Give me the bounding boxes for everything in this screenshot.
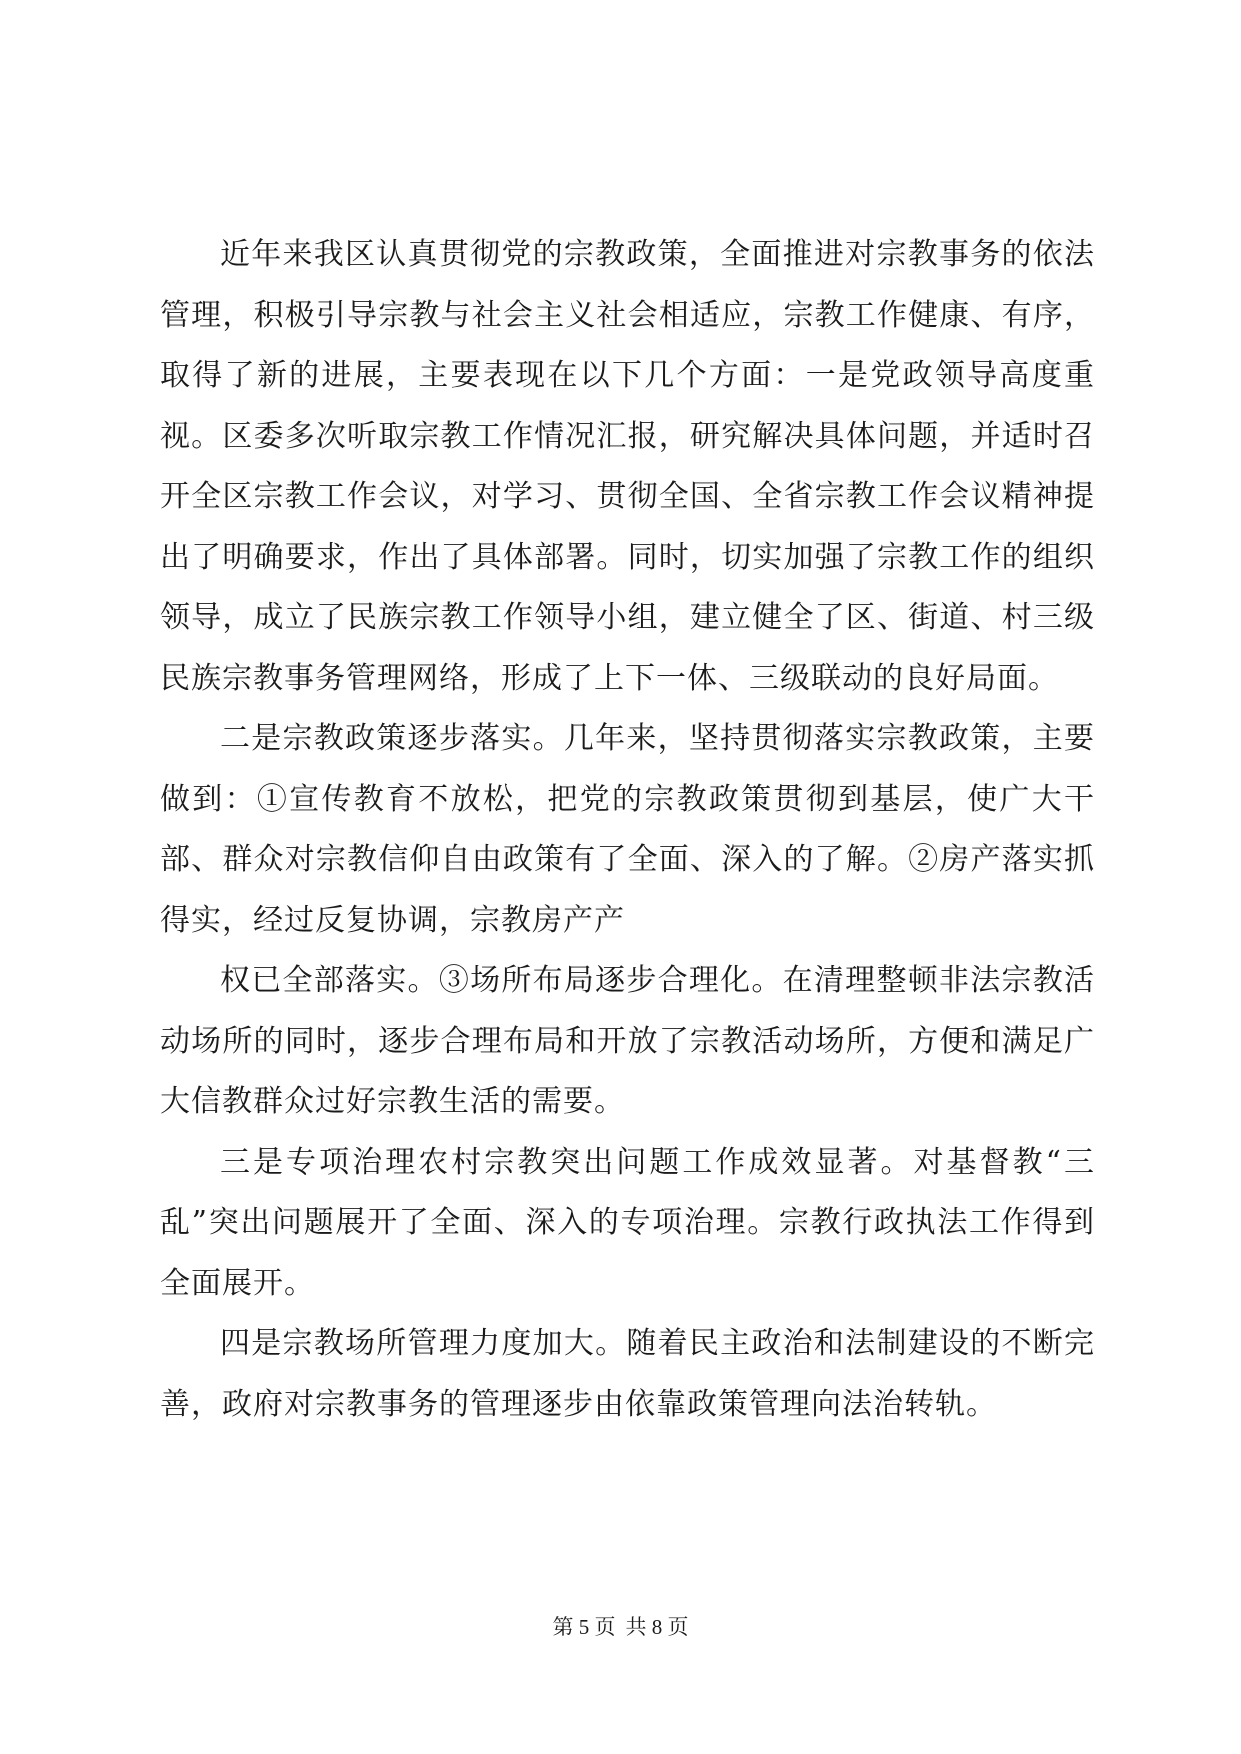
- paragraph-property: 权已全部落实。③场所布局逐步合理化。在清理整顿非法宗教活动场所的同时，逐步合理布局和开放了宗教活动场所，方便和满足广大信教群众过好宗教生活的需要。: [160, 963, 1095, 1119]
- paragraph-policy: 二是宗教政策逐步落实。几年来，坚持贯彻落实宗教政策，主要做到：①宣传教育不放松，把党的宗教政策贯彻到基层，使广大干部、群众对宗教信仰自由政策有了全面、深入的了解。②房产落实抓得实，经过反复协调，宗教房产产: [160, 721, 1095, 938]
- paragraph-rural-governance: 三是专项治理农村宗教突出问题工作成效显著。对基督教“三乱”突出问题展开了全面、深入的专项治理。宗教行政执法工作得到全面展开。: [160, 1144, 1095, 1301]
- paragraph-venue-management: 四是宗教场所管理力度加大。随着民主政治和法制建设的不断完善，政府对宗教事务的管理逐步由依靠政策管理向法治转轨。: [160, 1326, 1095, 1422]
- page-footer: [0, 1612, 1241, 1642]
- document-body: [160, 225, 1095, 1435]
- paragraph-intro: 近年来我区认真贯彻党的宗教政策，全面推进对宗教事务的依法管理，积极引导宗教与社会主义社会相适应，宗教工作健康、有序，取得了新的进展，主要表现在以下几个方面：一是党政领导高度重视。区委多次听取宗教工作情况汇报，研究解决具体问题，并适时召开全区宗教工作会议，对学习、贯彻全国、全省宗教工作会议精神提出了明确要求，作出了具体部署。同时，切实加强了宗教工作的组织领导，成立了民族宗教工作领导小组，建立健全了区、街道、村三级民族宗教事务管理网络，形成了上下一体、三级联动的良好局面。: [160, 237, 1095, 696]
- total-page-count: 共 8 页: [625, 1615, 689, 1639]
- current-page-number: 第 5 页: [552, 1615, 616, 1639]
